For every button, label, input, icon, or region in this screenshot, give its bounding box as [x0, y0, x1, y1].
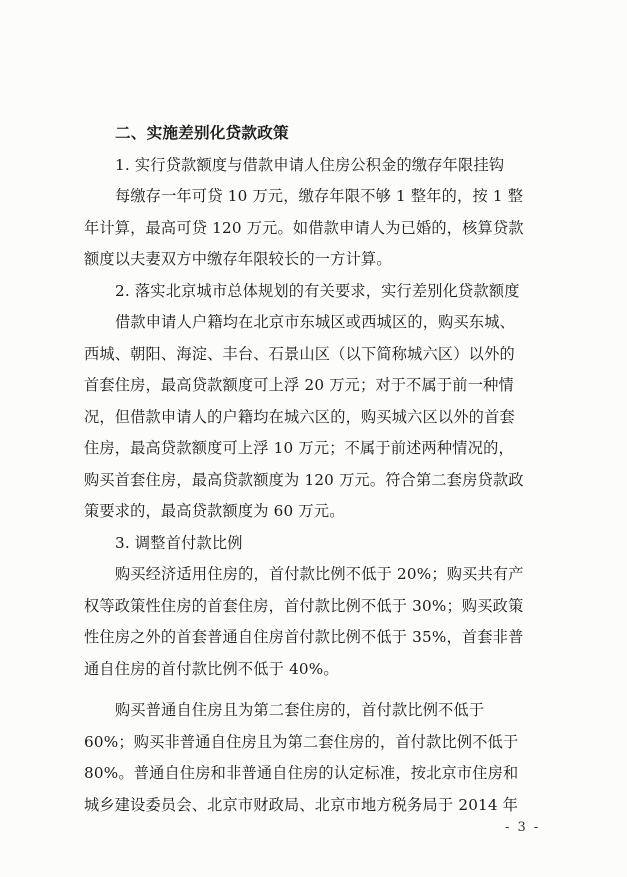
paragraph-line: 况，但借款申请人的户籍均在城六区的，购买城六区以外的首套 [84, 407, 515, 426]
paragraph-first-line: 每缴存一年可贷 10 万元，缴存年限不够 1 整年的，按 1 整 [115, 187, 524, 205]
paragraph-line: 城乡建设委员会、北京市财政局、北京市地方税务局于 2014 年 [84, 795, 519, 814]
paragraph-line: 策要求的，最高贷款额度为 60 万元。 [84, 502, 345, 520]
paragraph-first-line: 购买经济适用住房的，首付款比例不低于 20%；购买共有产 [115, 565, 524, 583]
paragraph-first-line: 1. 实行贷款额度与借款申请人住房公积金的缴存年限挂钩 [115, 155, 505, 174]
paragraph-line: 额度以夫妻双方中缴存年限较长的一方计算。 [84, 250, 392, 268]
paragraph-line: 年计算，最高可贷 120 万元。如借款申请人为已婚的，核算贷款 [84, 218, 524, 237]
paragraph-line: 西城、朝阳、海淀、丰台、石景山区（以下简称城六区）以外的 [84, 344, 515, 363]
paragraph-line: 60%；购买非普通自住房且为第二套住房的，首付款比例不低于 [84, 732, 519, 751]
paragraph-line: 通自住房的首付款比例不低于 40%。 [84, 659, 339, 678]
paragraph-first-line: 2. 落实北京城市总体规划的有关要求，实行差别化贷款额度 [115, 281, 520, 300]
document-body [84, 118, 546, 821]
paragraph-line: 购买首套住房，最高贷款额度为 120 万元。符合第二套房贷款政 [84, 470, 524, 489]
paragraph-line: 首套住房，最高贷款额度可上浮 20 万元；对于不属于前一种情 [84, 376, 514, 394]
paragraph-line: 80%。普通自住房和非普通自住房的认定标准，按北京市住房和 [84, 764, 519, 782]
paragraph-line: 权等政策性住房的首套住房，首付款比例不低于 30%；购买政策 [84, 596, 524, 615]
paragraph-line: 性住房之外的首套普通自住房首付款比例不低于 35%，首套非普 [84, 628, 524, 646]
paragraph-line: 住房，最高贷款额度可上浮 10 万元；不属于前述两种情况的， [84, 439, 514, 457]
page-number: - 3 - [505, 820, 541, 835]
section-heading: 二、实施差别化贷款政策 [115, 124, 289, 142]
paragraph-gap [84, 685, 546, 695]
paragraph-first-line: 3. 调整首付款比例 [115, 533, 243, 552]
paragraph-first-line: 购买普通自住房且为第二套住房的，首付款比例不低于 [115, 701, 485, 719]
paragraph-first-line: 借款申请人户籍均在北京市东城区或西城区的，购买东城、 [115, 313, 516, 331]
